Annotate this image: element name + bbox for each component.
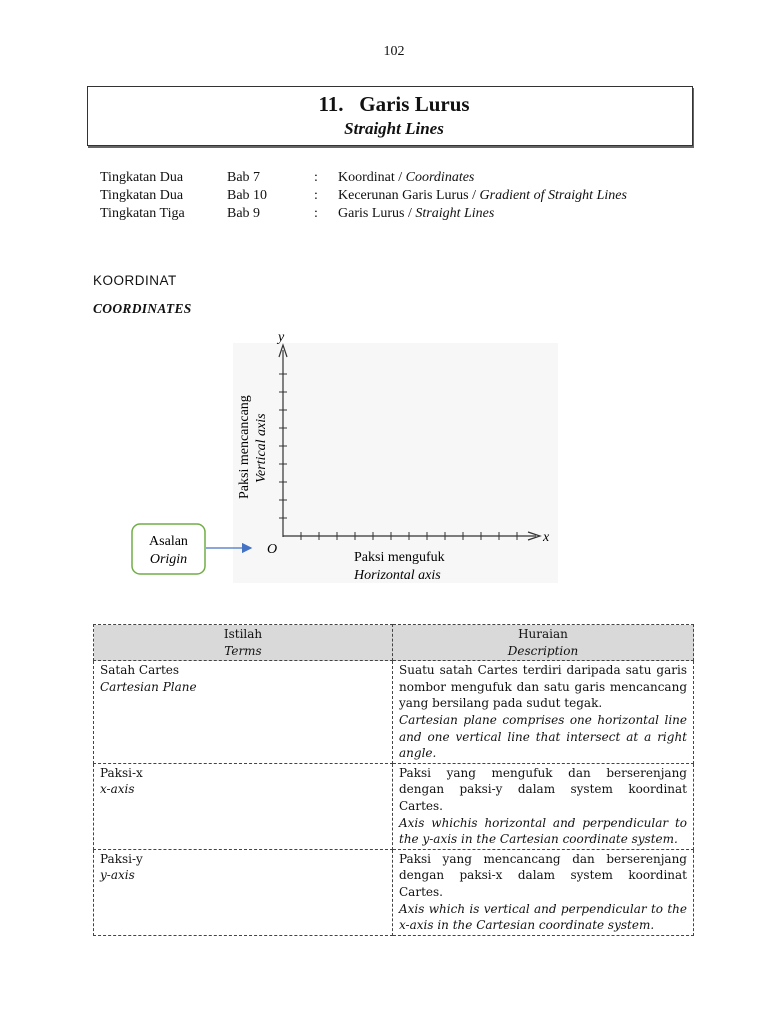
origin-callout-label-english: Origin — [149, 552, 188, 567]
term-cell — [94, 763, 393, 849]
reference-topic — [338, 188, 627, 204]
reference-row — [100, 170, 700, 188]
header-terms-malay: Istilah — [223, 627, 263, 641]
term-english: y-axis — [100, 868, 135, 883]
description-cell — [393, 849, 694, 935]
header-description-malay: Huraian — [518, 627, 568, 641]
reference-topic — [338, 170, 474, 186]
reference-topic-malay: Koordinat / — [338, 170, 406, 185]
reference-chapter: Bab 9 — [227, 206, 261, 221]
cartesian-axes-diagram — [120, 325, 570, 590]
chapter-subtitle: Straight Lines — [344, 119, 444, 138]
description-malay: Suatu satah Cartes terdiri daripada satu garis nombor mengufuk dan satu garis mencancang yang bersilang pada sudut tegak. — [399, 663, 687, 711]
plane-background — [233, 343, 558, 583]
reference-level: Tingkatan Dua — [100, 188, 184, 203]
reference-level: Tingkatan Tiga — [100, 206, 185, 221]
reference-chapter: Bab 7 — [227, 170, 261, 185]
description-malay: Paksi yang mengufuk dan berserenjang dengan paksi-y dalam system koordinat Cartes. — [399, 765, 687, 813]
table-row — [94, 849, 694, 935]
reference-topic-malay: Kecerunan Garis Lurus / — [338, 188, 480, 203]
reference-topic-english: Gradient of Straight Lines — [479, 188, 627, 203]
term-cell — [94, 661, 393, 764]
term-english: x-axis — [100, 782, 135, 797]
term-malay: Satah Cartes — [100, 663, 180, 678]
reference-level: Tingkatan Dua — [100, 170, 184, 185]
section-title: KOORDINAT — [93, 273, 177, 288]
section-subtitle: COORDINATES — [93, 301, 192, 316]
chapter-title: 11. Garis Lurus — [318, 92, 470, 116]
reference-separator: : — [314, 206, 318, 221]
x-axis-letter: x — [543, 530, 550, 545]
term-malay: Paksi-y — [100, 851, 143, 866]
term-english: Cartesian Plane — [100, 679, 197, 694]
vertical-axis-label-english: Vertical axis — [254, 413, 269, 483]
description-english: Axis whichis horizontal and perpendicular to the y-axis in the Cartesian coordinate system. — [399, 815, 687, 847]
horizontal-axis-label: Paksi mengufuk — [354, 550, 445, 565]
page-number: 102 — [383, 44, 405, 59]
reference-separator: : — [314, 188, 318, 203]
reference-row — [100, 188, 700, 206]
description-english: Cartesian plane comprises one horizontal line and one vertical line that intersect at a right angle. — [399, 712, 687, 761]
reference-topic-malay: Garis Lurus / — [338, 206, 416, 221]
reference-topic-english: Straight Lines — [415, 206, 495, 221]
reference-chapter: Bab 10 — [227, 188, 268, 203]
reference-row — [100, 206, 700, 224]
reference-topic-english: Coordinates — [405, 170, 475, 185]
terms-table — [93, 624, 694, 936]
header-terms-english: Terms — [224, 643, 262, 658]
term-cell — [94, 849, 393, 935]
origin-letter: O — [267, 542, 278, 557]
y-axis-letter: y — [278, 330, 285, 345]
table-row — [94, 763, 694, 849]
description-cell — [393, 763, 694, 849]
header-description-english: Description — [507, 643, 579, 658]
reference-topic — [338, 206, 494, 222]
table-row — [94, 661, 694, 764]
description-english: Axis which is vertical and perpendicular to the x-axis in the Cartesian coordinate system. — [399, 901, 687, 933]
vertical-axis-label: Paksi mencancang — [237, 395, 252, 499]
header-description — [393, 625, 694, 661]
header-terms — [94, 625, 393, 661]
description-malay: Paksi yang mencancang dan berserenjang dengan paksi-x dalam system koordinat Cartes. — [399, 851, 687, 899]
description-cell — [393, 661, 694, 764]
reference-separator: : — [314, 170, 318, 185]
table-header-row — [94, 625, 694, 661]
origin-callout-label: Asalan — [149, 534, 188, 549]
term-malay: Paksi-x — [100, 765, 143, 780]
horizontal-axis-label-english: Horizontal axis — [354, 568, 441, 583]
